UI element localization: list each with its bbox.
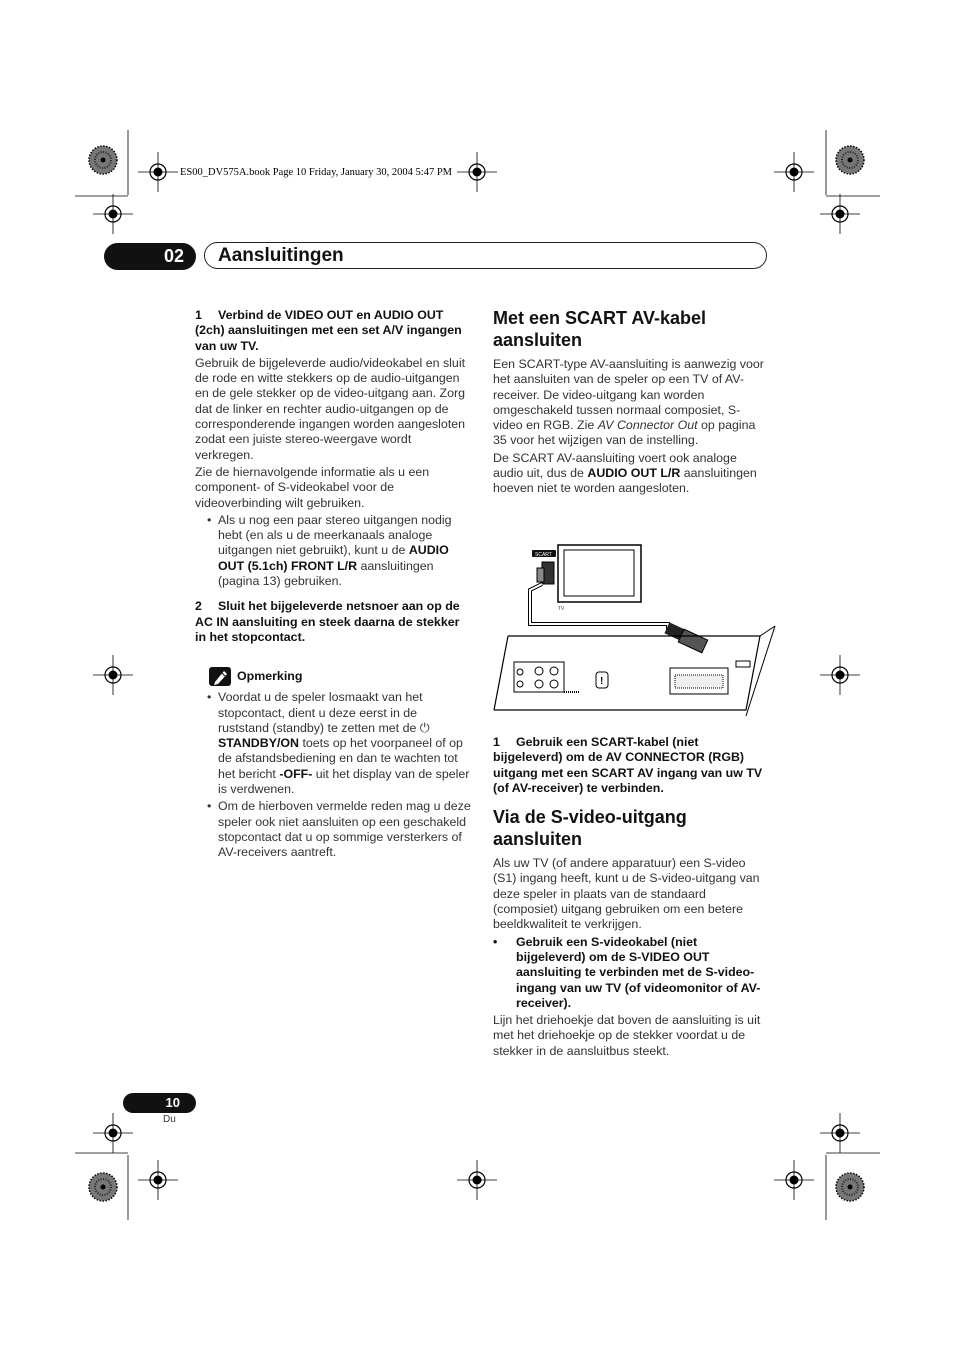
paragraph: Zie de hiernavolgende informatie als u een component- of S-videokabel voor de videoverbinding wilt gebruiken. xyxy=(195,464,430,510)
step-1 xyxy=(195,308,471,354)
list-item: • Als u nog een paar stereo uitgangen nodig hebt (en als u de meerkanaals analoge uitgangen niet gebruikt), kunt u de AUDIO OUT (5.1ch) FRONT L/R aansluitingen (pagina 13) gebruiken. xyxy=(195,513,471,589)
paragraph: Als uw TV (of andere apparatuur) een S-video (S1) ingang heeft, kunt u de S-video-uitgang van deze speler in plaats van de standaard (composiet) uitgang gebruiken om een betere beeldkwaliteit te verkrijgen. xyxy=(493,856,760,932)
tv-label: TV xyxy=(558,606,565,612)
chapter-number: 02 xyxy=(104,243,196,270)
registration-mark xyxy=(93,1113,133,1153)
left-column xyxy=(195,308,471,863)
registration-mark xyxy=(820,194,860,234)
standby-icon: ⏻ xyxy=(419,720,430,735)
paragraph: Een SCART-type AV-aansluiting is aanwezig voor het aansluiten van de speler op een TV of AV-receiver. De video-uitgang kan worden omgeschakeld tussen normaal composiet, S-video en RGB. Zie AV Connector Out op pagina 35 voor het wijzigen van de instelling. xyxy=(493,357,764,448)
registration-mark xyxy=(820,1113,860,1153)
scart-plug-tv xyxy=(537,562,554,584)
language-code: Du xyxy=(163,1114,176,1125)
note-heading xyxy=(209,667,471,686)
section-heading: Via de S-video-uitgang aansluiten xyxy=(493,807,687,850)
color-burst-mark xyxy=(89,146,117,174)
step-text: Verbind de VIDEO OUT en AUDIO OUT (2ch) aansluitingen met een set A/V ingangen van uw TV. xyxy=(195,308,462,353)
step-number: 1 xyxy=(493,735,500,749)
registration-mark xyxy=(457,152,497,192)
scart-plug-player xyxy=(664,622,707,653)
registration-mark xyxy=(774,1160,814,1200)
color-burst-mark xyxy=(836,1173,864,1201)
page-number: 10 xyxy=(123,1093,196,1113)
paragraph: Lijn het driehoekje dat boven de aansluiting is uit met het driehoekje op de stekker voordat u de stekker in de aansluitbus steekt. xyxy=(493,1013,761,1058)
step-number: 2 xyxy=(195,599,202,614)
step-number: 1 xyxy=(195,308,202,322)
registration-mark xyxy=(138,1160,178,1200)
step-text: Sluit het bijgeleverde netsnoer aan op de AC IN aansluiting en steek daarna de stekker in het stopcontact. xyxy=(195,599,460,644)
color-burst-mark xyxy=(89,1173,117,1201)
scart-connection-diagram xyxy=(490,538,780,718)
registration-mark xyxy=(457,1160,497,1200)
note-item: • Voordat u de speler losmaakt van het stopcontact, dient u deze eerst in de ruststand (standby) te zetten met de ⏻ STANDBY/ON toets op het voorpaneel of op de afstandsbediening en dan te wachten tot het bericht -OFF- uit het display van de speler is verdwenen. xyxy=(195,690,471,797)
right-column-bottom xyxy=(493,735,768,1061)
registration-mark xyxy=(138,152,178,192)
svg-text:!: ! xyxy=(600,676,604,687)
step-1-scart xyxy=(493,735,768,796)
tv-illustration xyxy=(558,545,641,612)
note-title: Opmerking xyxy=(237,669,303,684)
player-rear-panel xyxy=(494,626,775,716)
right-column-top xyxy=(493,307,768,499)
note-pencil-icon xyxy=(209,667,231,686)
bold-bullet: • Gebruik een S-videokabel (niet bijgeleverd) om de S-VIDEO OUT aansluiting te verbinden met de S-video-ingang van uw TV (of videomonitor of AV-receiver). xyxy=(493,934,761,1010)
color-burst-mark xyxy=(836,146,864,174)
note-item: • Om de hierboven vermelde reden mag u deze speler ook niet aansluiten op een geschakeld stopcontact dat u op sommige versterkers of AV-receivers aantreft. xyxy=(195,799,471,860)
registration-mark xyxy=(93,194,133,234)
registration-mark xyxy=(820,655,860,695)
section-heading: Met een SCART AV-kabel aansluiten xyxy=(493,308,707,350)
step-2 xyxy=(195,599,471,645)
paragraph: De SCART AV-aansluiting voert ook analoge audio uit, dus de AUDIO OUT L/R aansluitingen hoeven niet te worden aangesloten. xyxy=(493,450,757,496)
paragraph: Gebruik de bijgeleverde audio/videokabel en sluit de rode en witte stekkers op de audio-uitgangen en de gele stekker op de video-uitgang aan. Zorg dat de linker en rechter audio-uitgangen op de corresponderende ingangen worden aangesloten zodat een juiste stereo-weergave wordt verkregen. xyxy=(195,355,466,462)
chapter-title: Aansluitingen xyxy=(218,245,344,266)
registration-mark xyxy=(93,655,133,695)
print-metadata: ES00_DV575A.book Page 10 Friday, January 30, 2004 5:47 PM xyxy=(180,167,453,178)
registration-mark xyxy=(774,152,814,192)
scart-label: SCART xyxy=(535,552,552,558)
step-text: Gebruik een SCART-kabel (niet bijgeleverd) om de AV CONNECTOR (RGB) uitgang met een SCART AV ingang van uw TV (of AV-receiver) te verbinden. xyxy=(493,735,763,795)
